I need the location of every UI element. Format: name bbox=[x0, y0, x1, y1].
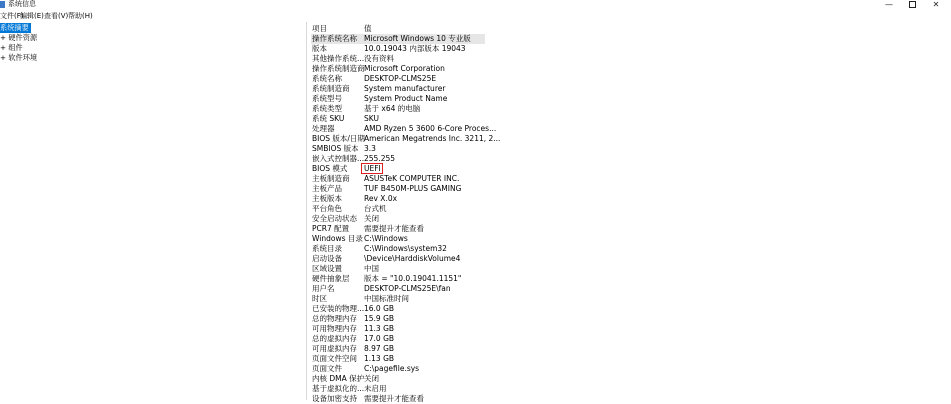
row-item-label: 区域设置 bbox=[312, 264, 342, 273]
table-row[interactable] bbox=[311, 214, 485, 224]
menu-edit[interactable]: 编辑(E) bbox=[20, 12, 44, 20]
row-item-label: 可用物理内存 bbox=[312, 324, 357, 333]
row-value: 10.0.19043 内部版本 19043 bbox=[364, 44, 466, 53]
row-item-label: 系统目录 bbox=[312, 244, 342, 253]
table-row[interactable] bbox=[311, 74, 485, 84]
row-item-label: 系统类型 bbox=[312, 104, 342, 113]
column-header-value[interactable]: 值 bbox=[364, 24, 372, 33]
row-item-label: 系统制造商 bbox=[312, 84, 350, 93]
table-row[interactable] bbox=[311, 174, 485, 184]
table-row[interactable] bbox=[311, 34, 485, 44]
row-value: C:\Windows bbox=[364, 234, 408, 243]
details-list bbox=[311, 34, 501, 404]
table-row[interactable] bbox=[311, 384, 485, 394]
row-value: 11.3 GB bbox=[364, 324, 395, 333]
tree-item-label: 硬件资源 bbox=[8, 33, 38, 42]
table-row[interactable] bbox=[311, 64, 485, 74]
row-value: 8.97 GB bbox=[364, 344, 395, 353]
table-row[interactable] bbox=[311, 394, 485, 404]
row-item-label: 系统型号 bbox=[312, 94, 342, 103]
row-item-label: 页面文件 bbox=[312, 364, 342, 373]
table-row[interactable] bbox=[311, 354, 485, 364]
table-row[interactable] bbox=[311, 284, 485, 294]
row-item-label: 硬件抽象层 bbox=[312, 274, 350, 283]
row-item-label: 操作系统制造商 bbox=[312, 64, 365, 73]
row-item-label: 设备加密支持 bbox=[312, 394, 357, 403]
table-row[interactable] bbox=[311, 144, 485, 154]
table-row[interactable] bbox=[311, 224, 485, 234]
row-value: 中国 bbox=[364, 264, 379, 273]
row-value: 1.13 GB bbox=[364, 354, 395, 363]
row-value: SKU bbox=[364, 114, 379, 123]
table-row[interactable] bbox=[311, 374, 485, 384]
table-row[interactable] bbox=[311, 114, 485, 124]
row-value: C:\Windows\system32 bbox=[364, 244, 447, 253]
row-value: 3.3 bbox=[364, 144, 376, 153]
row-value: 255.255 bbox=[364, 154, 396, 163]
annotation-highlight-box bbox=[361, 163, 383, 174]
menu-help[interactable]: 帮助(H) bbox=[68, 12, 93, 20]
row-item-label: 可用虚拟内存 bbox=[312, 344, 357, 353]
row-item-label: 用户名 bbox=[312, 284, 335, 293]
table-row[interactable] bbox=[311, 294, 485, 304]
row-value: C:\pagefile.sys bbox=[364, 364, 420, 373]
row-value: DESKTOP-CLMS25E\fan bbox=[364, 284, 451, 293]
table-row[interactable] bbox=[311, 204, 485, 214]
row-item-label: BIOS 模式 bbox=[312, 164, 348, 173]
row-item-label: 已安装的物理... bbox=[312, 304, 365, 313]
system-info-app-icon bbox=[0, 1, 5, 8]
close-button[interactable]: ✕ bbox=[932, 0, 940, 9]
tree-item-components[interactable]: + 组件 bbox=[0, 43, 23, 52]
table-row[interactable] bbox=[311, 134, 501, 144]
table-row[interactable] bbox=[311, 194, 485, 204]
row-item-label: 启动设备 bbox=[312, 254, 342, 263]
table-row[interactable] bbox=[311, 154, 485, 164]
row-item-label: 页面文件空间 bbox=[312, 354, 357, 363]
row-value: 基于 x64 的电脑 bbox=[364, 104, 421, 113]
row-item-label: PCR7 配置 bbox=[312, 224, 350, 233]
row-item-label: 总的虚拟内存 bbox=[312, 334, 357, 343]
table-row[interactable] bbox=[311, 104, 485, 114]
row-item-label: 内核 DMA 保护 bbox=[312, 374, 365, 383]
row-item-label: 时区 bbox=[312, 294, 327, 303]
table-row[interactable] bbox=[311, 314, 485, 324]
list-header bbox=[311, 24, 483, 34]
row-item-label: 其他操作系统... bbox=[312, 54, 365, 63]
row-item-label: 版本 bbox=[312, 44, 327, 53]
row-value: 需要提升才能查看 bbox=[364, 394, 424, 403]
table-row[interactable] bbox=[311, 54, 485, 64]
pane-splitter[interactable] bbox=[306, 22, 307, 400]
row-item-label: 安全启动状态 bbox=[312, 214, 357, 223]
row-value: American Megatrends Inc. 3211, 2... bbox=[364, 134, 501, 143]
table-row[interactable] bbox=[311, 334, 485, 344]
row-value: TUF B450M-PLUS GAMING bbox=[364, 184, 462, 193]
tree-item-system-summary[interactable]: 系统摘要 bbox=[0, 23, 29, 32]
row-value: UEFI bbox=[364, 164, 381, 173]
minimize-button[interactable]: — bbox=[885, 0, 893, 9]
row-value: 17.0 GB bbox=[364, 334, 395, 343]
row-value: 没有资料 bbox=[364, 54, 394, 63]
tree-item-software-environment[interactable]: + 软件环境 bbox=[0, 53, 38, 62]
row-value: 台式机 bbox=[364, 204, 387, 213]
tree-item-label: 组件 bbox=[8, 43, 23, 52]
row-item-label: 处理器 bbox=[312, 124, 335, 133]
row-value: Microsoft Windows 10 专业版 bbox=[364, 34, 471, 43]
column-header-item[interactable]: 项目 bbox=[312, 24, 327, 33]
row-value: 关闭 bbox=[364, 214, 379, 223]
row-item-label: BIOS 版本/日期 bbox=[312, 134, 365, 143]
tree-item-label: 软件环境 bbox=[8, 53, 38, 62]
title-bar bbox=[0, 0, 948, 10]
table-row[interactable] bbox=[311, 124, 497, 134]
row-value: ASUSTeK COMPUTER INC. bbox=[364, 174, 460, 183]
row-item-label: 基于虚拟化的... bbox=[312, 384, 365, 393]
table-row[interactable] bbox=[311, 164, 485, 174]
table-row[interactable] bbox=[311, 264, 485, 274]
row-item-label: 操作系统名称 bbox=[312, 34, 357, 43]
table-row[interactable] bbox=[311, 364, 485, 374]
menu-file[interactable]: 文件(F) bbox=[0, 12, 24, 20]
row-value: 15.9 GB bbox=[364, 314, 395, 323]
row-value: 16.0 GB bbox=[364, 304, 395, 313]
table-row[interactable] bbox=[311, 184, 485, 194]
row-item-label: 主板制造商 bbox=[312, 174, 350, 183]
table-row[interactable] bbox=[311, 234, 485, 244]
row-value: 关闭 bbox=[364, 374, 379, 383]
row-item-label: 主板版本 bbox=[312, 194, 342, 203]
category-tree bbox=[0, 22, 305, 400]
row-item-label: Windows 目录 bbox=[312, 234, 363, 243]
row-value: System Product Name bbox=[364, 94, 448, 103]
table-row[interactable] bbox=[311, 94, 485, 104]
table-row[interactable] bbox=[311, 84, 485, 94]
tree-item-hardware-resources[interactable]: + 硬件资源 bbox=[0, 33, 38, 42]
row-value: System manufacturer bbox=[364, 84, 446, 93]
table-row[interactable] bbox=[311, 244, 485, 254]
row-item-label: SMBIOS 版本 bbox=[312, 144, 359, 153]
window-title: 系统信息 bbox=[8, 0, 36, 8]
table-row[interactable] bbox=[311, 304, 485, 314]
row-value: Microsoft Corporation bbox=[364, 64, 445, 73]
row-item-label: 系统名称 bbox=[312, 74, 342, 83]
maximize-icon bbox=[909, 1, 916, 8]
table-row[interactable] bbox=[311, 44, 485, 54]
row-item-label: 系统 SKU bbox=[312, 114, 345, 123]
table-row[interactable] bbox=[311, 344, 485, 354]
row-value: 未启用 bbox=[364, 384, 387, 393]
row-item-label: 平台角色 bbox=[312, 204, 342, 213]
menu-view[interactable]: 查看(V) bbox=[44, 12, 69, 20]
row-item-label: 嵌入式控制器... bbox=[312, 154, 365, 163]
row-item-label: 总的物理内存 bbox=[312, 314, 357, 323]
table-row[interactable] bbox=[311, 254, 485, 264]
table-row[interactable] bbox=[311, 324, 485, 334]
row-value: 需要提升才能查看 bbox=[364, 224, 424, 233]
row-value: AMD Ryzen 5 3600 6-Core Proces... bbox=[364, 124, 497, 133]
row-value: \Device\HarddiskVolume4 bbox=[364, 254, 461, 263]
table-row[interactable] bbox=[311, 274, 485, 284]
row-value: 版本 = "10.0.19041.1151" bbox=[364, 274, 462, 283]
row-value: DESKTOP-CLMS25E bbox=[364, 74, 437, 83]
row-value: 中国标准时间 bbox=[364, 294, 409, 303]
menu-bar bbox=[0, 11, 948, 21]
row-item-label: 主板产品 bbox=[312, 184, 342, 193]
row-value: Rev X.0x bbox=[364, 194, 398, 203]
